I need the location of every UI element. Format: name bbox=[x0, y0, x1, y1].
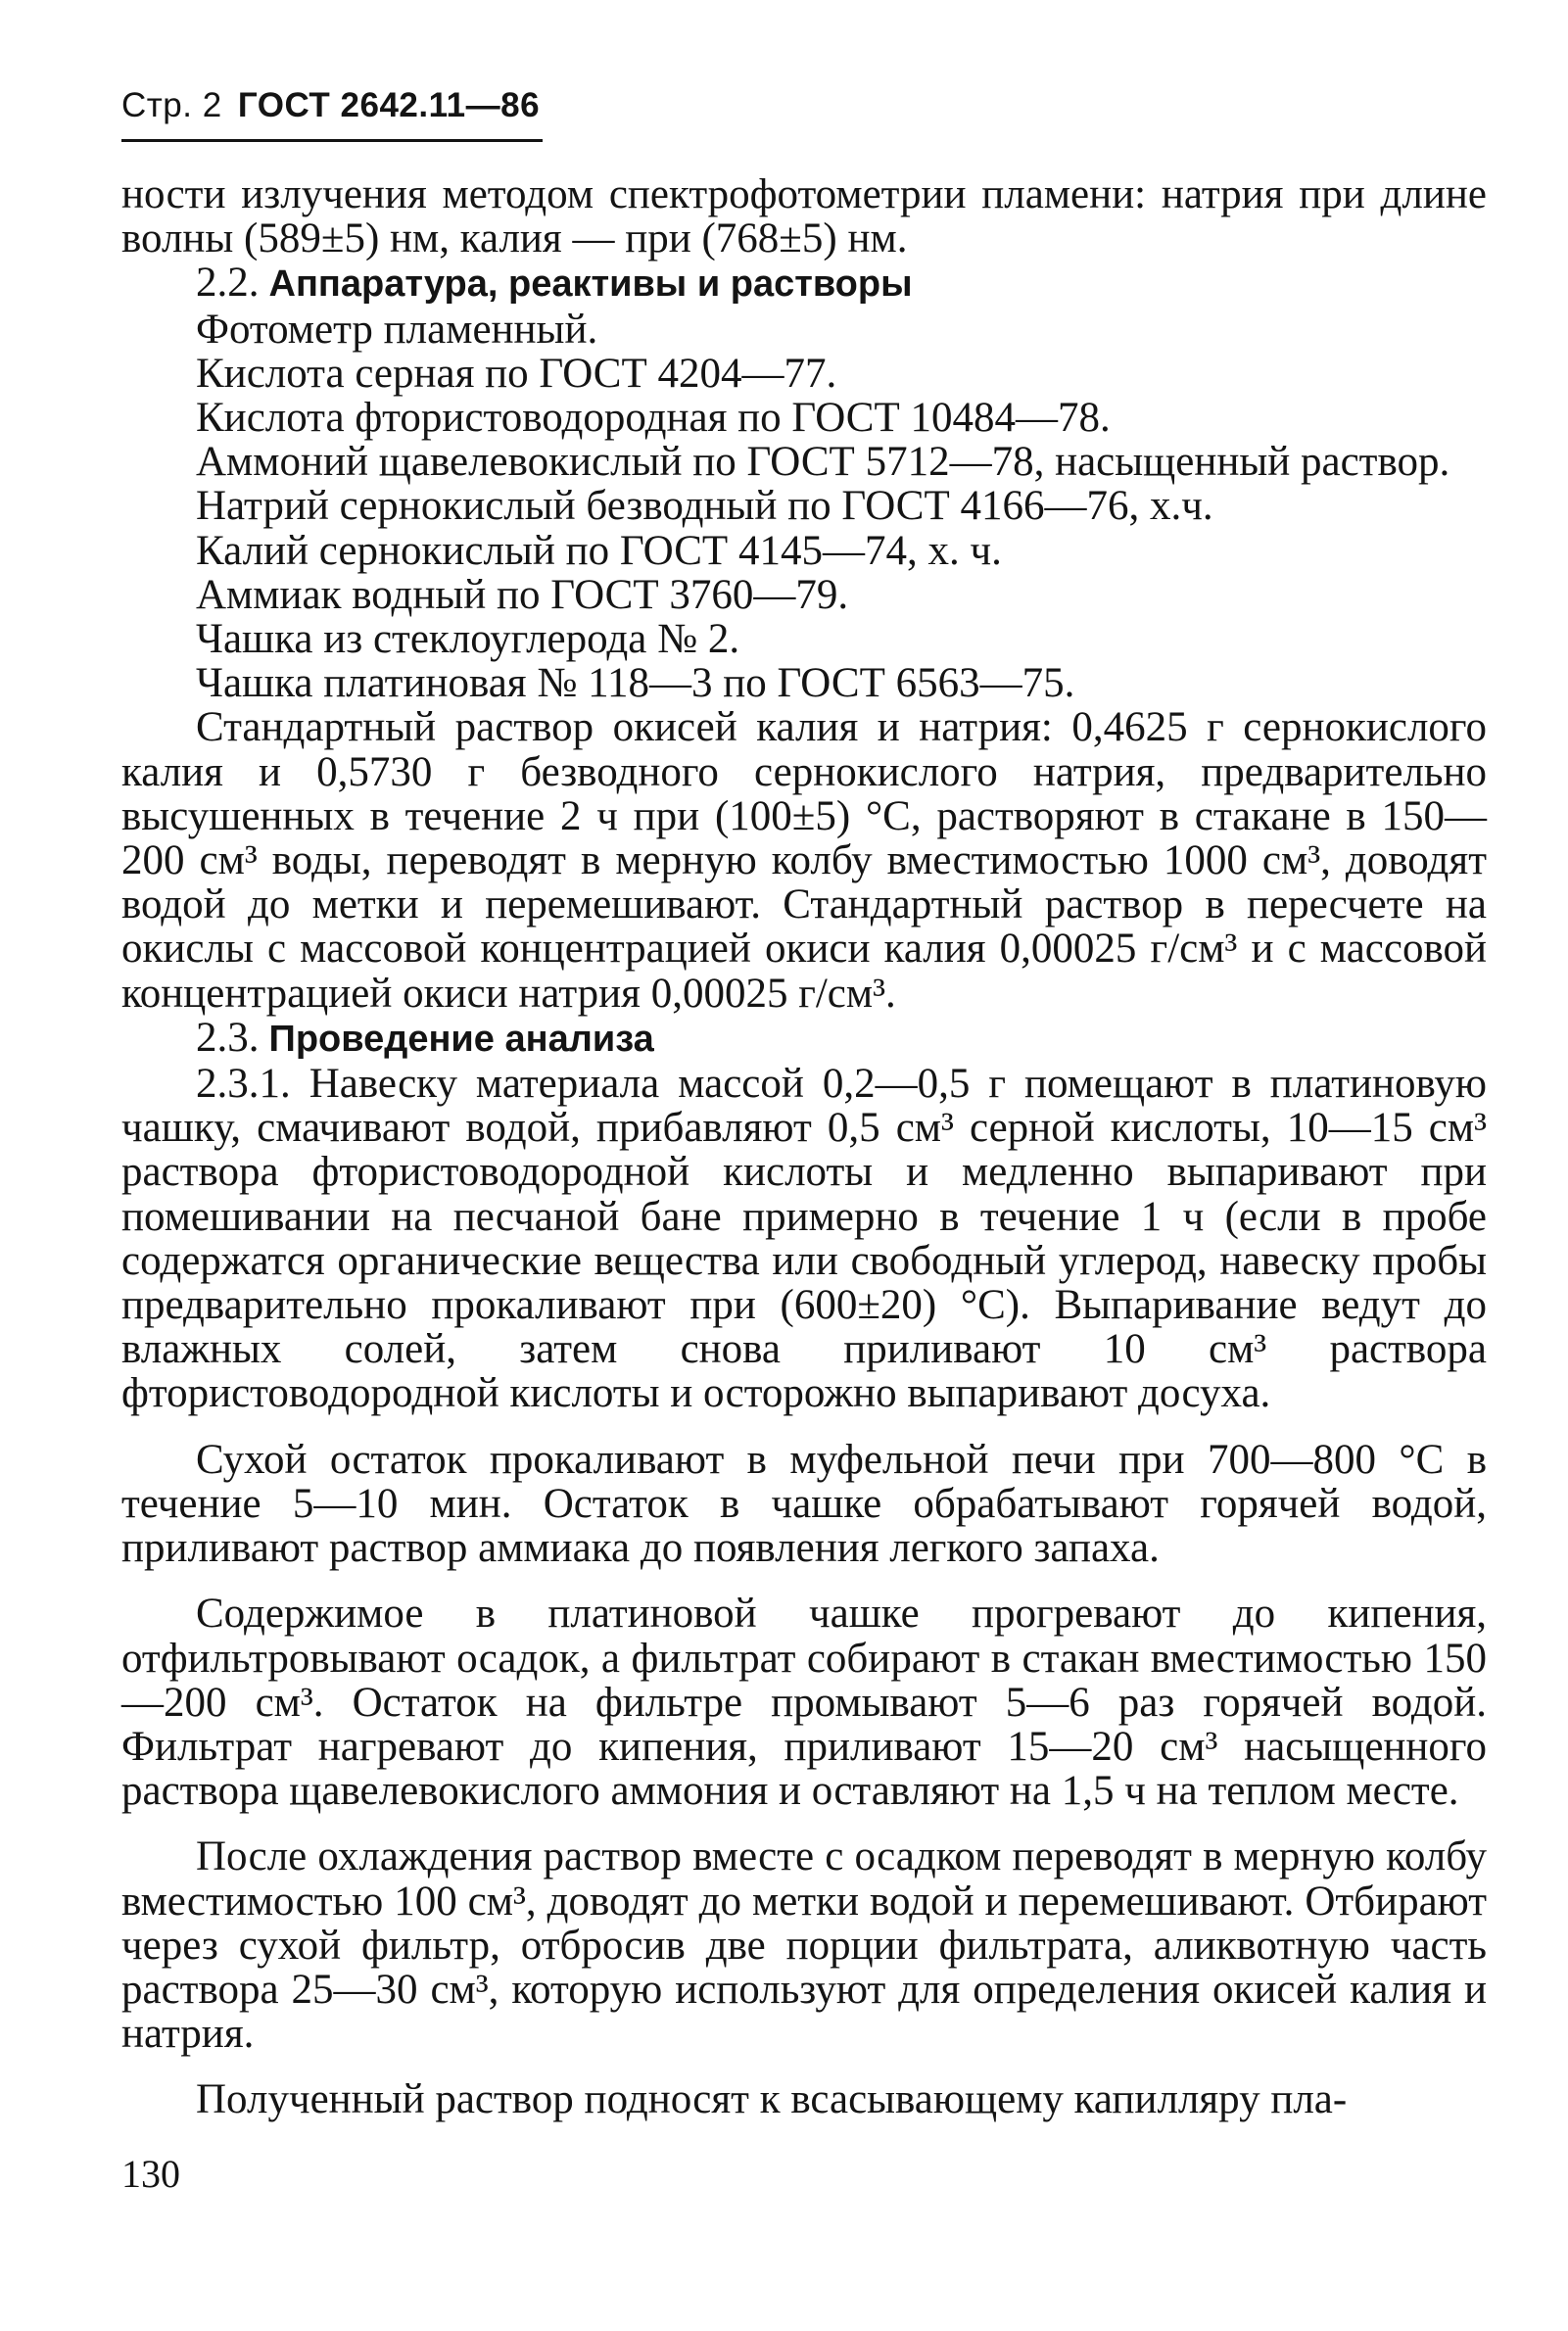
page-number: 130 bbox=[121, 2152, 180, 2196]
section-number: 2.2. bbox=[196, 260, 260, 307]
list-item: Аммоний щавелевокислый по ГОСТ 5712—78, насыщенный раствор. bbox=[196, 439, 1450, 486]
list-item: Фотометр пламенный. bbox=[196, 306, 598, 353]
section-title: Проведение анализа bbox=[268, 1018, 654, 1060]
list-item: Калий сернокислый по ГОСТ 4145—74, х. ч. bbox=[196, 527, 1002, 574]
list-item: Кислота фтористоводородная по ГОСТ 10484—78. bbox=[196, 395, 1111, 442]
paragraph-boiling: Содержимое в платиновой чашке прогревают до кипения, отфильтровывают осадок, а фильтрат собирают в стакан вместимостью 150—200 см³. Остаток на фильтре промывают 5—6 раз горячей водой. Фильтрат нагревают до кипения, приливают 15—20 см³ насыщенного раствора щавелевокислого аммония и оставляют на 1,5 ч на теплом месте. bbox=[121, 1591, 1487, 1815]
document-id: ГОСТ 2642.11—86 bbox=[237, 86, 541, 124]
section-title: Аппаратура, реактивы и растворы bbox=[268, 263, 913, 306]
paragraph-cooling: После охлаждения раствор вместе с осадком переводят в мерную колбу вместимостью 100 см³, доводят до метки водой и перемешивают. Отбирают через сухой фильтр, отбросив две порции фильтрата, аликвотную часть раствора 25—30 см³, которую используют для определения окисей калия и натрия. bbox=[121, 1833, 1487, 2058]
section-heading-2-2 bbox=[121, 261, 1487, 307]
section-number: 2.3. bbox=[196, 1014, 260, 1061]
page-body bbox=[121, 172, 1487, 2122]
list-item: Чашка из стеклоуглерода № 2. bbox=[196, 616, 740, 663]
list-item: Чашка платиновая № 118—3 по ГОСТ 6563—75. bbox=[196, 660, 1075, 707]
paragraph-last: Полученный раствор подносят к всасывающему капилляру пла- bbox=[196, 2076, 1348, 2123]
paragraph-dry-residue: Сухой остаток прокаливают в муфельной печи при 700—800 °С в течение 5—10 мин. Остаток в чашке обрабатывают горячей водой, приливают раствор аммиака до появления легкого запаха. bbox=[121, 1436, 1487, 1572]
paragraph-continuation: ности излучения методом спектрофотометрии пламени: натрия при длине волны (589±5) нм, калия — при (768±5) нм. bbox=[121, 171, 1487, 262]
list-item: Аммиак водный по ГОСТ 3760—79. bbox=[196, 571, 849, 618]
list-item: Натрий сернокислый безводный по ГОСТ 4166—76, х.ч. bbox=[196, 483, 1213, 530]
page-label: Стр. 2 bbox=[121, 86, 222, 124]
paragraph-2-3-1: 2.3.1. Навеску материала массой 0,2—0,5 г помещают в платиновую чашку, смачивают водой, прибавляют 0,5 см³ серной кислоты, 10—15 см³ раствора фтористоводородной кислоты и медленно выпаривают при помешивании на песчаной бане примерно в течение 1 ч (если в пробе содержатся органические вещества или свободный углерод, навеску пробы предварительно прокаливают при (600±20) °С). Выпаривание ведут до влажных солей, затем снова приливают 10 см³ раствора фтористоводородной кислоты и осторожно выпаривают досуха. bbox=[121, 1061, 1487, 1417]
paragraph-standard-solution: Стандартный раствор окисей калия и натрия: 0,4625 г сернокислого калия и 0,5730 г безводного сернокислого натрия, предварительно высушенных в течение 2 ч при (100±5) °С, растворяют в стакане в 150—200 см³ воды, переводят в мерную колбу вместимостью 1000 см³, доводят водой до метки и перемешивают. Стандартный раствор в пересчете на окислы с массовой концентрацией окиси калия 0,00025 г/см³ и с массовой концентрацией окиси натрия 0,00025 г/см³. bbox=[121, 704, 1487, 1017]
page-header bbox=[121, 86, 540, 125]
section-heading-2-3 bbox=[121, 1016, 1487, 1062]
list-item: Кислота серная по ГОСТ 4204—77. bbox=[196, 350, 837, 397]
header-divider bbox=[121, 139, 543, 142]
